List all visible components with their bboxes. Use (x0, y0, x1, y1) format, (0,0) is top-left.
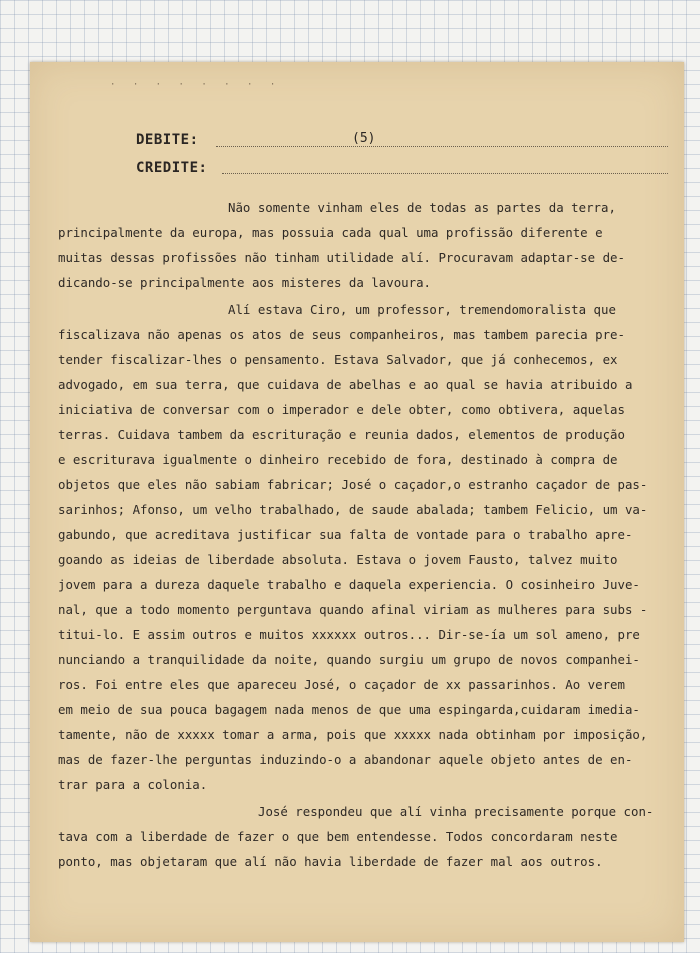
text-line: tender fiscalizar-lhes o pensamento. Estava Salvador, que já conhecemos, ex (58, 352, 618, 367)
typewritten-page (30, 62, 684, 942)
text-line: iniciativa de conversar com o imperador e dele obter, como obtivera, aquelas (58, 402, 625, 417)
debite-dotted-line (216, 146, 668, 147)
text-line: advogado, em sua terra, que cuidava de abelhas e ao qual se havia atribuido a (58, 377, 633, 392)
page-number: (5) (352, 131, 376, 146)
text-line: em meio de sua pouca bagagem nada menos de que uma espingarda,cuidaram imedia- (58, 702, 640, 717)
text-line: dicando-se principalmente aos misteres da lavoura. (58, 275, 431, 290)
text-line: terras. Cuidava tambem da escrituração e reunia dados, elementos de produção (58, 427, 625, 442)
text-line: gabundo, que acreditava justificar sua falta de vontade para o trabalho apre- (58, 527, 633, 542)
text-line: José respondeu que alí vinha precisamente porque con- (258, 804, 654, 819)
text-line: fiscalizava não apenas os atos de seus companheiros, mas tambem parecia pre- (58, 327, 625, 342)
text-line: titui-lo. E assim outros e muitos xxxxxx outros... Dir-se-ía um sol ameno, pre (58, 627, 640, 642)
text-line: sarinhos; Afonso, um velho trabalhado, de saude abalada; tambem Felicio, um va- (58, 502, 648, 517)
text-line: mas de fazer-lhe perguntas induzindo-o a abandonar aquele objeto antes de en- (58, 752, 633, 767)
credite-dotted-line (222, 173, 668, 174)
text-line: nunciando a tranquilidade da noite, quando surgiu um grupo de novos companhei- (58, 652, 640, 667)
text-line: Alí estava Ciro, um professor, tremendomoralista que (228, 302, 616, 317)
debite-label: DEBITE: (136, 132, 199, 148)
text-line: objetos que eles não sabiam fabricar; José o caçador,o estranho caçador de pas- (58, 477, 648, 492)
credite-label: CREDITE: (136, 160, 208, 176)
text-line: e escriturava igualmente o dinheiro recebido de fora, destinado à compra de (58, 452, 618, 467)
text-line: trar para a colonia. (58, 777, 208, 792)
text-line: ponto, mas objetaram que alí não havia liberdade de fazer mal aos outros. (58, 854, 603, 869)
text-line: tava com a liberdade de fazer o que bem entendesse. Todos concordaram neste (58, 829, 618, 844)
punch-marks: · · · · · · · · (110, 80, 282, 90)
text-line: goando as ideias de liberdade absoluta. Estava o jovem Fausto, talvez muito (58, 552, 618, 567)
text-line: muitas dessas profissões não tinham utilidade alí. Procuravam adaptar-se de- (58, 250, 625, 265)
text-line: jovem para a dureza daquele trabalho e daquela experiencia. O cosinheiro Juve- (58, 577, 640, 592)
text-line: principalmente da europa, mas possuia cada qual uma profissão diferente e (58, 225, 603, 240)
text-line: ros. Foi entre eles que apareceu José, o caçador de xx passarinhos. Ao verem (58, 677, 625, 692)
text-line: Não somente vinham eles de todas as partes da terra, (228, 200, 616, 215)
text-line: nal, que a todo momento perguntava quando afinal viriam as mulheres para subs - (58, 602, 648, 617)
text-line: tamente, não de xxxxx tomar a arma, pois que xxxxx nada obtinham por imposição, (58, 727, 648, 742)
